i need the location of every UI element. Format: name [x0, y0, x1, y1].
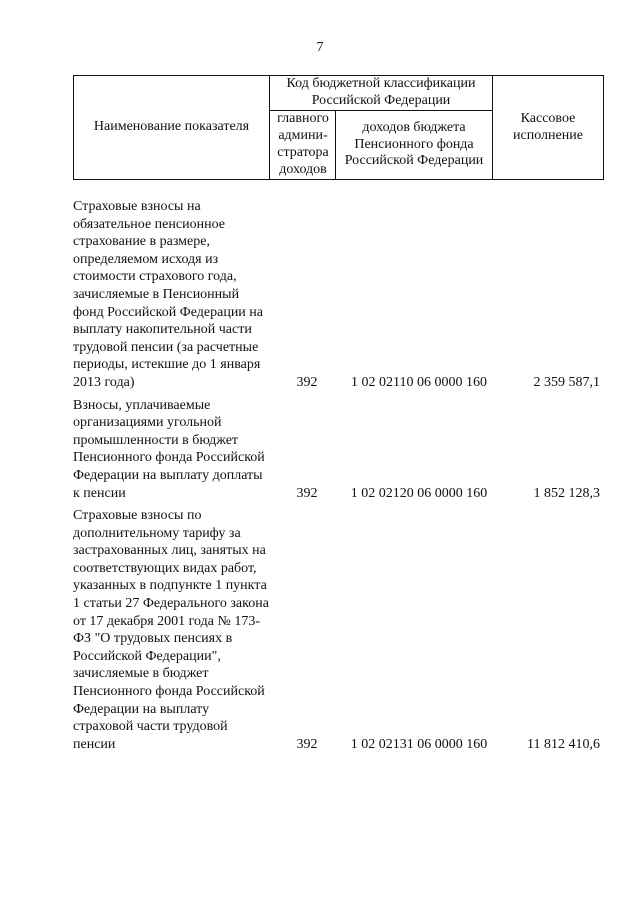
header-divider-sub — [335, 110, 336, 180]
header-divider-name — [269, 75, 270, 180]
row-admin-code: 392 — [296, 374, 318, 390]
header-admin-column: главного админи-стратора доходов — [277, 111, 329, 177]
header-divider-group — [492, 75, 493, 180]
header-right-border — [603, 75, 604, 180]
table-row — [73, 198, 604, 392]
page-number: 7 — [316, 40, 324, 55]
header-execution-column: Кассовое исполнение — [513, 110, 583, 143]
row-revenue-code: 1 02 02120 06 0000 160 — [350, 485, 488, 501]
row-revenue-code: 1 02 02110 06 0000 160 — [351, 374, 487, 390]
table-body — [73, 198, 604, 758]
header-name-column: Наименование показателя — [93, 119, 250, 135]
row-amount: 2 359 587,1 — [533, 374, 600, 390]
row-amount: 1 852 128,3 — [533, 485, 600, 501]
row-admin-code: 392 — [296, 736, 318, 752]
row-name: Страховые взносы по дополнительному тарифу за застрахованных лиц, занятых на соответствующих видах работ, указанных в подпункте 1 пункта 1 статьи 27 Федерального закона от 17 декабря 2001 года № 173-ФЗ "О трудовых пенсиях в Российской Федерации", зачисляемые в бюджет Пенсионного фонда Российской Федерации на выплату страховой части трудовой пенсии — [73, 508, 269, 752]
header-budget-code-group: Код бюджетной классификации Российской Федерации — [286, 76, 476, 108]
row-name: Страховые взносы на обязательное пенсионное страхование в размере, определяемом исходя из стоимости страхового года, зачисляемые в Пенсионный фонд Российской Федерации на выплату накопительной части трудовой пенсии (за расчетные периоды, истекшие до 1 января 2013 года) — [73, 199, 264, 390]
table-row — [73, 507, 604, 753]
row-revenue-code: 1 02 02131 06 0000 160 — [350, 736, 488, 752]
row-admin-code: 392 — [296, 485, 318, 501]
header-bottom-border — [73, 179, 604, 180]
table-header — [73, 75, 604, 180]
row-amount: 11 812 410,6 — [527, 736, 600, 752]
table-row — [73, 397, 604, 503]
header-revenue-code-column: доходов бюджета Пенсионного фонда Российской Федерации — [344, 119, 484, 169]
row-name: Взносы, уплачиваемые организациями угольной промышленности в бюджет Пенсионного фонда Российской Федерации на выплату доплаты к пенсии — [73, 397, 265, 501]
